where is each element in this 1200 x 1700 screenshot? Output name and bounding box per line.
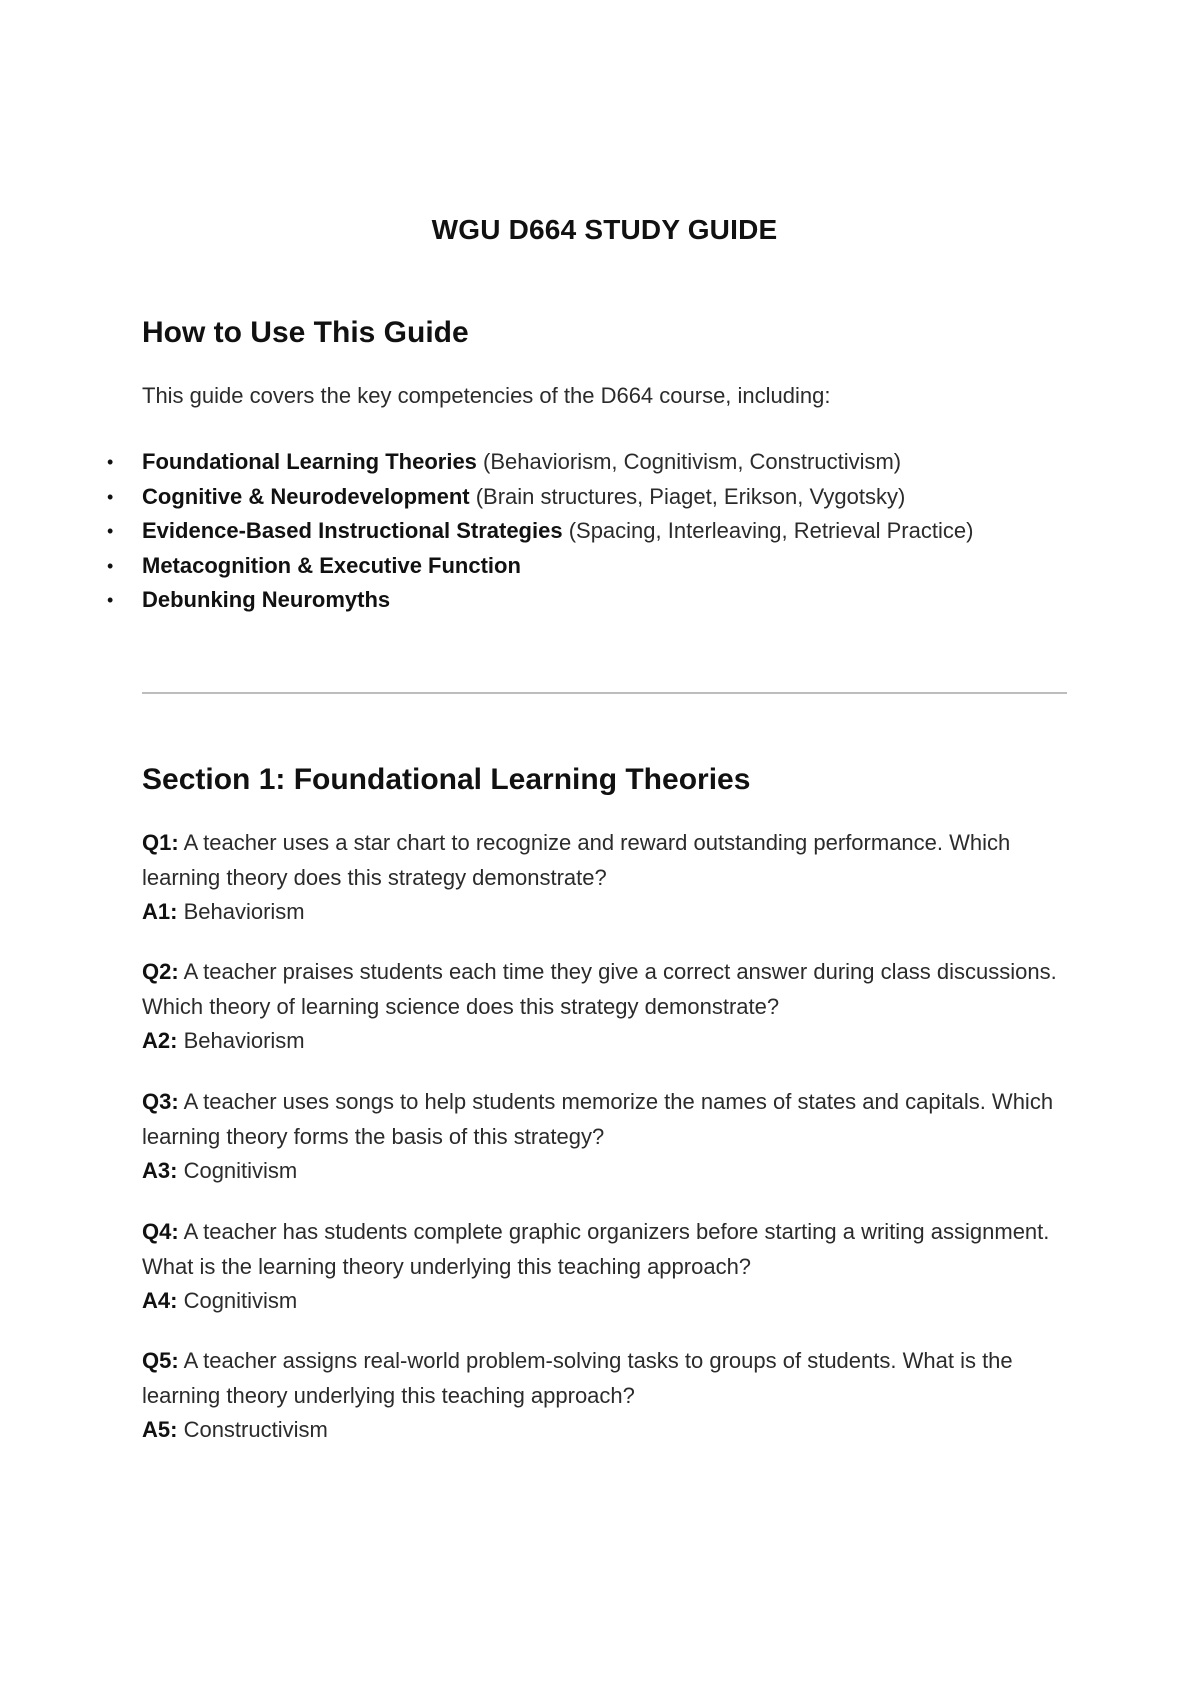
question	[142, 1085, 1067, 1154]
answer-label: A1:	[142, 899, 178, 924]
answer-text: Cognitivism	[177, 1158, 298, 1183]
bullet-icon: •	[107, 521, 114, 541]
bullet-icon: •	[107, 590, 114, 610]
answer-label: A3:	[142, 1158, 178, 1183]
answer	[142, 1154, 1067, 1189]
bullet-icon: •	[107, 486, 114, 507]
answer-label: A5:	[142, 1417, 178, 1442]
qa-item-2	[142, 955, 1067, 1059]
question-text: A teacher has students complete graphic organizers before starting a writing assignment. What is the learning theory underlying this teaching approach?	[142, 1219, 1050, 1279]
document-title: WGU D664 STUDY GUIDE	[431, 214, 778, 245]
topic-name: Foundational Learning Theories	[142, 449, 477, 474]
answer-text: Constructivism	[177, 1417, 328, 1442]
question	[142, 1215, 1067, 1284]
topic-name: Evidence-Based Instructional Strategies	[142, 518, 563, 543]
topic-item	[107, 583, 973, 618]
topic-name: Metacognition & Executive Function	[142, 552, 521, 578]
topic-detail: (Behaviorism, Cognitivism, Constructivism)	[476, 449, 902, 474]
question	[142, 1344, 1067, 1413]
question-label: Q5:	[142, 1348, 179, 1373]
topic-item	[107, 480, 973, 515]
answer-label: A2:	[142, 1028, 178, 1053]
question-label: Q2:	[142, 959, 179, 984]
question-text: A teacher assigns real-world problem-solving tasks to groups of students. What is the learning theory underlying this teaching approach?	[142, 1348, 1013, 1408]
how-to-use-heading: How to Use This Guide	[142, 316, 469, 349]
answer-text: Behaviorism	[177, 1028, 305, 1053]
question-label: Q4:	[142, 1219, 179, 1244]
topic-detail: (Spacing, Interleaving, Retrieval Practice)	[562, 518, 974, 543]
bullet-icon: •	[107, 452, 114, 472]
question-label: Q1:	[142, 830, 179, 855]
qa-item-4	[142, 1215, 1067, 1319]
answer	[142, 895, 1067, 930]
topic-item	[107, 514, 974, 549]
horizontal-divider	[142, 692, 1067, 694]
question-text: A teacher uses a star chart to recognize and reward outstanding performance. Which learning theory does this strategy demonstrate?	[142, 830, 1011, 890]
qa-item-5	[142, 1344, 1067, 1448]
topic-name: Debunking Neuromyths	[142, 587, 391, 612]
question-label: Q3:	[142, 1089, 179, 1114]
qa-item-1	[142, 826, 1067, 930]
section-1-heading: Section 1: Foundational Learning Theories	[142, 763, 751, 796]
question	[142, 955, 1067, 1024]
guide-intro: This guide covers the key competencies of the D664 course, including:	[142, 383, 831, 408]
answer-text: Cognitivism	[177, 1288, 298, 1313]
topic-list	[107, 445, 974, 618]
answer	[142, 1024, 1067, 1059]
answer-text: Behaviorism	[177, 899, 305, 924]
answer	[142, 1284, 1067, 1319]
bullet-icon: •	[107, 555, 114, 576]
answer	[142, 1413, 1067, 1448]
question	[142, 826, 1067, 895]
question-text: A teacher uses songs to help students memorize the names of states and capitals. Which learning theory forms the basis of this strategy?	[142, 1089, 1054, 1149]
question-text: A teacher praises students each time they give a correct answer during class discussions. Which theory of learning science does this strategy demonstrate?	[142, 959, 1057, 1019]
qa-item-3	[142, 1085, 1067, 1189]
topic-name: Cognitive & Neurodevelopment	[142, 483, 470, 509]
answer-label: A4:	[142, 1288, 178, 1313]
topic-item	[107, 549, 973, 584]
topic-item	[107, 445, 973, 480]
topic-detail: (Brain structures, Piaget, Erikson, Vygotsky)	[469, 483, 906, 509]
